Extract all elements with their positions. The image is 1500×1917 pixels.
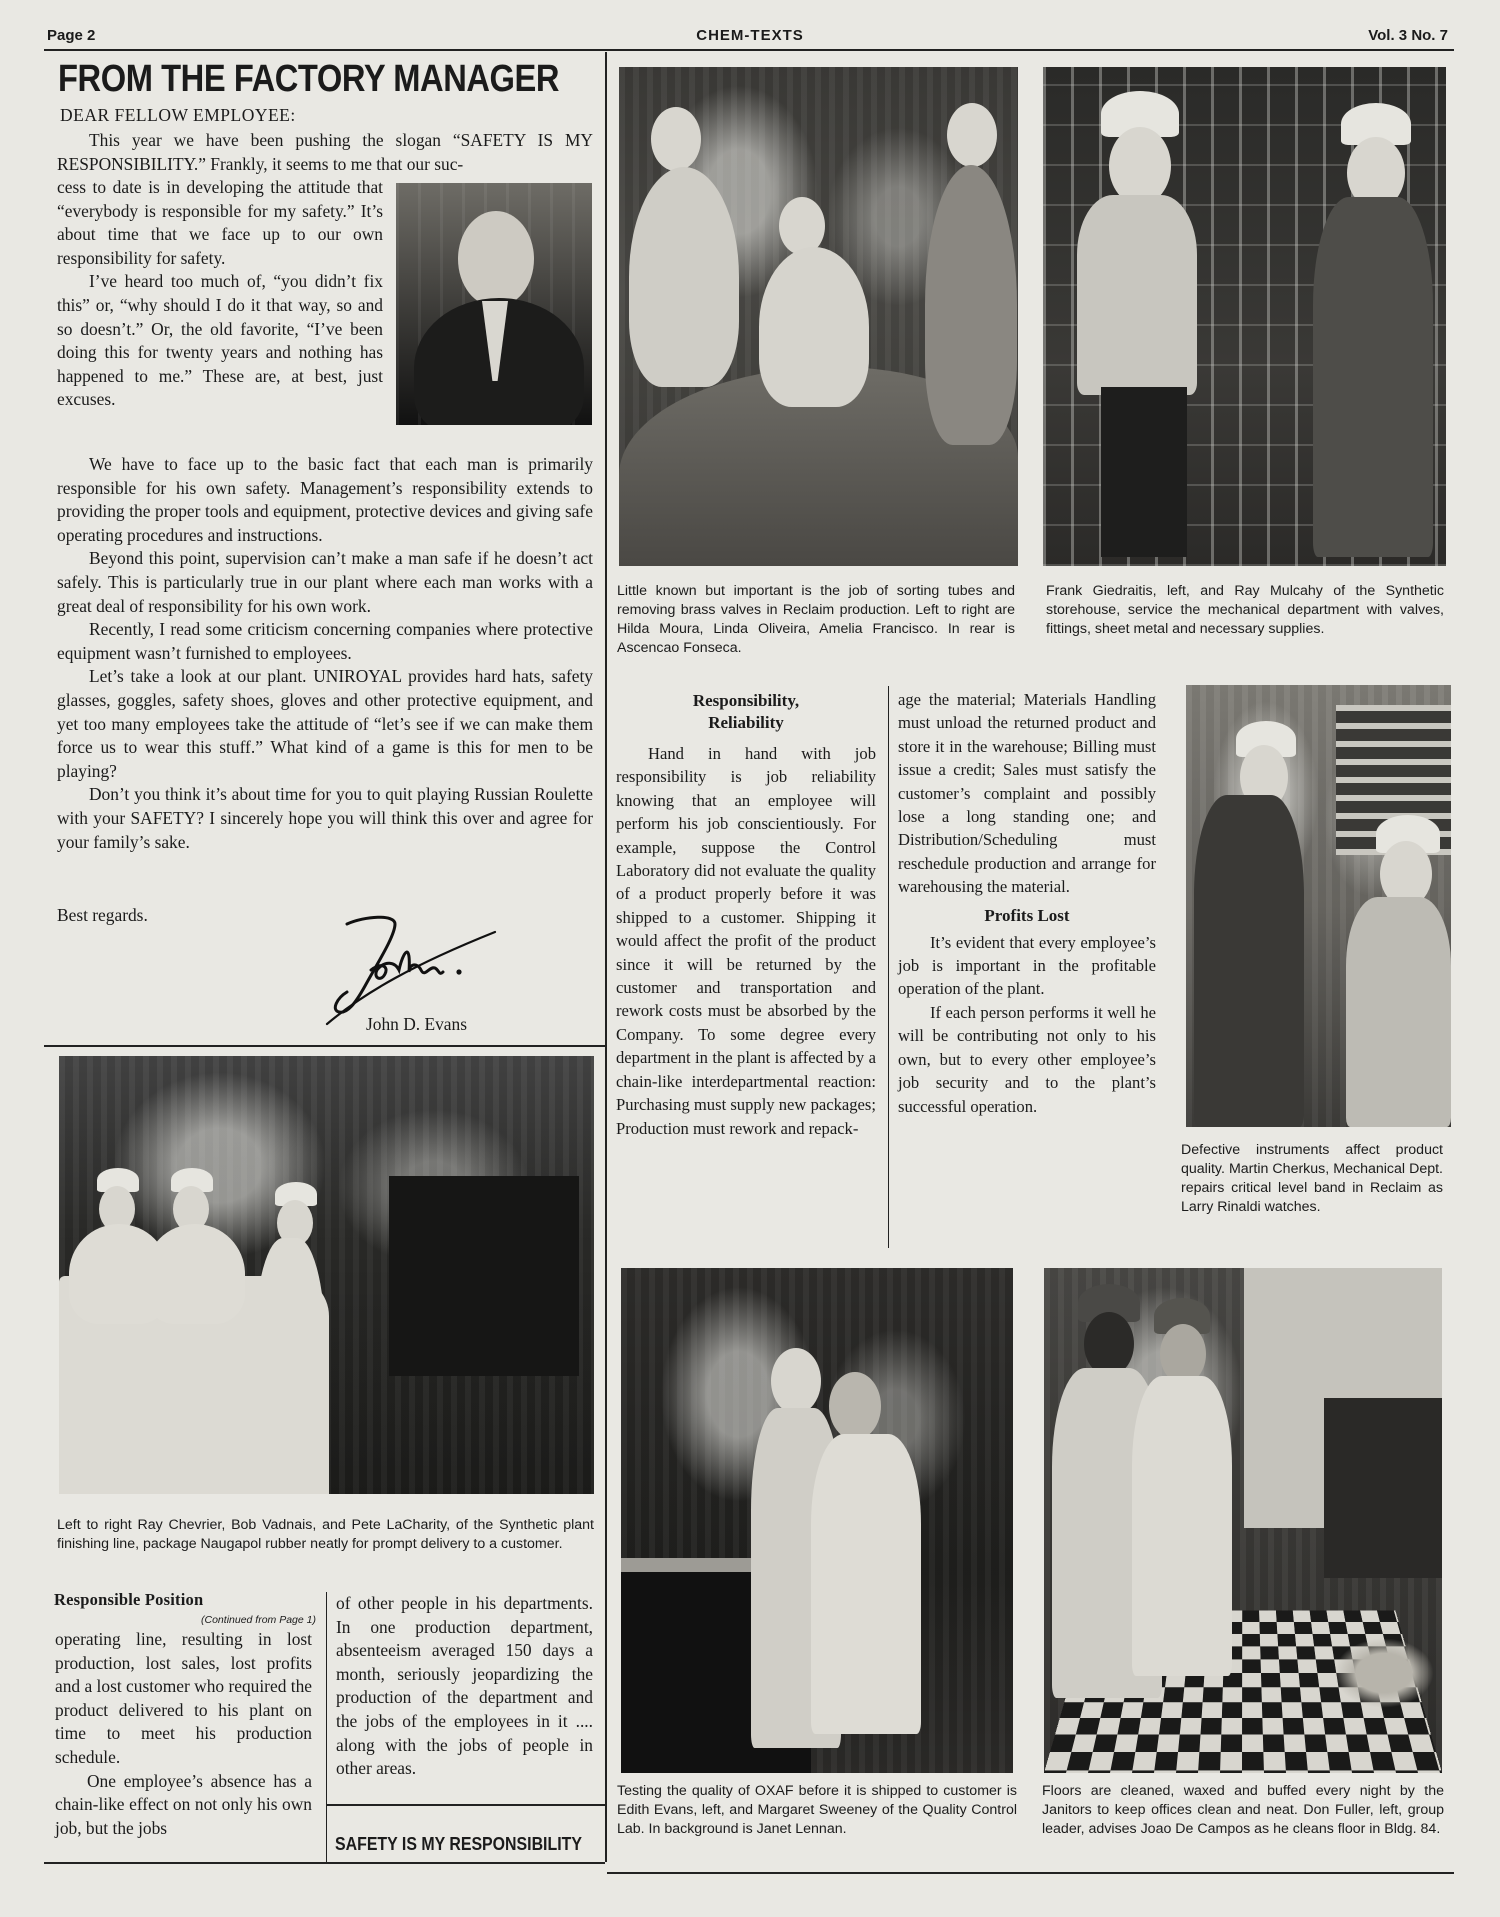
responsible-col2-paragraph: of other people in his departments. In one production department, absenteeism averaged 150 days a month, seriously jeopardizing the production of the department and the jobs of the employees in it .... along with the jobs of people in other areas. <box>336 1593 593 1779</box>
reliability-column-2 <box>898 688 1156 1118</box>
worker-3-body <box>255 1238 325 1494</box>
reclaim-caption: Little known but important is the job of sorting tubes and removing brass valves in Reclaim production. Left to right are Hilda Moura, Linda Oliveira, Amelia Francisco. In rear is Ascencao Fonseca. <box>617 583 1015 656</box>
worker-don-head <box>1084 1312 1134 1376</box>
worker-larry-body <box>1346 897 1451 1127</box>
letter-paragraph-4: Beyond this point, supervision can’t make a man safe if he doesn’t act safely. This is particularly true in our plant where each man works with a great deal of responsibility for his own work. <box>57 548 593 616</box>
janitors-caption: Floors are cleaned, waxed and buffed every night by the Janitors to keep offices clean and neat. Don Fuller, left, group leader, advises Joao De Campos as he cleans floor in Bldg. 84. <box>1042 1783 1444 1837</box>
responsible-position-col1 <box>55 1628 312 1840</box>
office-desk <box>1324 1398 1442 1578</box>
janitors-photo <box>1044 1268 1442 1773</box>
letter-body <box>57 453 593 854</box>
letter-opening <box>57 129 593 176</box>
letter-paragraph-7: Don’t you think it’s about time for you to quit playing Russian Roulette with your SAFETY? I sincerely hope you will think this over and agree for your family’s sake. <box>57 784 593 852</box>
worker-frank-body <box>1077 195 1197 395</box>
reliability-column-1 <box>616 690 876 1140</box>
slogan-rule <box>327 1804 605 1806</box>
worker-frank-head <box>1109 127 1171 205</box>
worker-joao-body <box>1132 1376 1232 1676</box>
column-rule-responsible <box>326 1592 327 1862</box>
issue-number: Vol. 3 No. 7 <box>1368 27 1448 44</box>
safety-slogan: SAFETY IS MY RESPONSIBILITY <box>335 1833 582 1854</box>
signature-image <box>325 912 505 1028</box>
reclaim-sorting-photo <box>619 67 1018 566</box>
responsible-col1-paragraph-2: One employee’s absence has a chain-like effect on not only his own job, but the jobs <box>55 1770 312 1838</box>
worker-linda-body <box>759 247 869 407</box>
worker-2-body <box>145 1224 245 1324</box>
column-rule-main <box>605 52 607 1862</box>
letter-bottom-rule <box>44 1045 605 1047</box>
quality-lab-photo <box>621 1268 1013 1773</box>
header-rule <box>44 49 1454 51</box>
worker-margaret-body <box>811 1434 921 1734</box>
portrait-face <box>458 211 534 307</box>
reliability-heading: Responsibility, Reliability <box>692 691 800 732</box>
reliability-col2-paragraph: age the material; Materials Handling must unload the returned product and store it in the warehouse; Billing must issue a credit; Sales must satisfy the customer’s complaint and possibly lose a long standing one; and Distribution/Scheduling must reschedule production and arrange for warehousing the material. <box>898 690 1156 897</box>
page-bottom-rule-right <box>607 1872 1454 1874</box>
quality-lab-caption: Testing the quality of OXAF before it is shipped to customer is Edith Evans, left, and Margaret Sweeney of the Quality Control Lab. In background is Janet Lennan. <box>617 1783 1017 1837</box>
worker-amelia-head <box>947 103 997 167</box>
instrument-repair-caption: Defective instruments affect product quality. Martin Cherkus, Mechanical Dept. repairs critical level band in Reclaim as Larry Rinaldi watches. <box>1181 1142 1443 1215</box>
letter-paragraph-5: Recently, I read some criticism concerning companies where protective equipment wasn’t furnished to employees. <box>57 619 593 663</box>
publication-title: CHEM-TEXTS <box>696 27 804 44</box>
worker-margaret-head <box>829 1372 881 1440</box>
letter-narrow-column <box>57 176 383 412</box>
worker-hilda-body <box>629 167 739 387</box>
responsible-position-heading: Responsible Position <box>54 1590 204 1609</box>
finishing-line-caption: Left to right Ray Chevrier, Bob Vadnais, and Pete LaCharity, of the Synthetic plant finishing line, package Naugapol rubber neatly for prompt delivery to a customer. <box>57 1517 594 1552</box>
worker-hilda-head <box>651 107 701 171</box>
letter-paragraph-1b: cess to date is in developing the attitude that “everybody is responsible for my safety.” It’s about time that we face up to our own responsibility for safety. <box>57 177 383 268</box>
worker-amelia-body <box>925 165 1017 445</box>
letter-closing: Best regards. <box>57 905 148 925</box>
salutation: DEAR FELLOW EMPLOYEE: <box>60 105 296 125</box>
letter-paragraph-2: I’ve heard too much of, “you didn’t fix this” or, “why should I do it that way, so and so doesn’t.” Or, the old favorite, “I’ve been doing this for twenty years and nothing has happened to me.” These are, at best, just excuses. <box>57 271 383 410</box>
storehouse-caption: Frank Giedraitis, left, and Ray Mulcahy of the Synthetic storehouse, service the mechanical department with valves, fittings, sheet metal and necessary supplies. <box>1046 583 1444 637</box>
headline: FROM THE FACTORY MANAGER <box>58 58 560 100</box>
worker-edith-head <box>771 1348 821 1414</box>
worker-frank-legs <box>1101 387 1187 557</box>
page-bottom-rule-left <box>44 1862 605 1864</box>
instrument-repair-photo <box>1186 685 1451 1127</box>
letter-paragraph-1a: This year we have been pushing the slogan “SAFETY IS MY RESPONSIBILITY.” Frankly, it seems to me that our suc- <box>57 130 593 174</box>
finishing-line-photo <box>59 1056 594 1494</box>
letter-paragraph-3: We have to face up to the basic fact that each man is primarily responsible for his own safety. Management’s responsibility extends to providing the proper tools and equipment, protective devices and giving safe operating procedures and instructions. <box>57 454 593 545</box>
profits-lost-paragraph-1: It’s evident that every employee’s job is important in the profitable operation of the plant. <box>898 932 1156 999</box>
letter-paragraph-6: Let’s take a look at our plant. UNIROYAL provides hard hats, safety glasses, goggles, safety shoes, gloves and other protective equipment, and yet too many employees take the attitude of “let’s see if we can make them force us to wear this stuff.” What kind of a game is this for men to be playing? <box>57 666 593 781</box>
column-rule-middle <box>888 686 889 1248</box>
factory-manager-portrait <box>396 183 592 425</box>
page-number: Page 2 <box>47 27 96 44</box>
responsible-col1-paragraph-1: operating line, resulting in lost production, lost sales, lost profits and a lost customer who required the product delivered to his plant on time to meet his production schedule. <box>55 1629 312 1767</box>
storehouse-photo <box>1043 67 1446 566</box>
worker-martin-body <box>1194 795 1304 1127</box>
finishing-machinery <box>389 1176 579 1376</box>
continued-from-note: (Continued from Page 1) <box>201 1614 316 1626</box>
worker-joao-head <box>1160 1324 1206 1384</box>
floor-mop <box>1334 1638 1434 1708</box>
responsible-position-col2 <box>336 1592 593 1781</box>
signature-name: John D. Evans <box>366 1014 467 1034</box>
reliability-col1-paragraph: Hand in hand with job responsibility is job reliability knowing that an employee will perform his job conscientiously. For example, suppose the Control Laboratory did not evaluate the quality of a product properly before it was shipped to a customer. Shipping it would affect the profit of the product since it will be returned by the customer and transportation and rework costs must be absorbed by the Company. To some degree every department in the plant is affected by a chain-like interdepartmental reaction: Purchasing must supply new packages; Production must rework and repack- <box>616 744 876 1138</box>
profits-lost-heading: Profits Lost <box>984 905 1070 925</box>
profits-lost-paragraph-2: If each person performs it well he will be contributing not only to his own, but to every other employee’s job security and to the plant’s successful operation. <box>898 1002 1156 1116</box>
worker-ray-body <box>1313 197 1433 557</box>
